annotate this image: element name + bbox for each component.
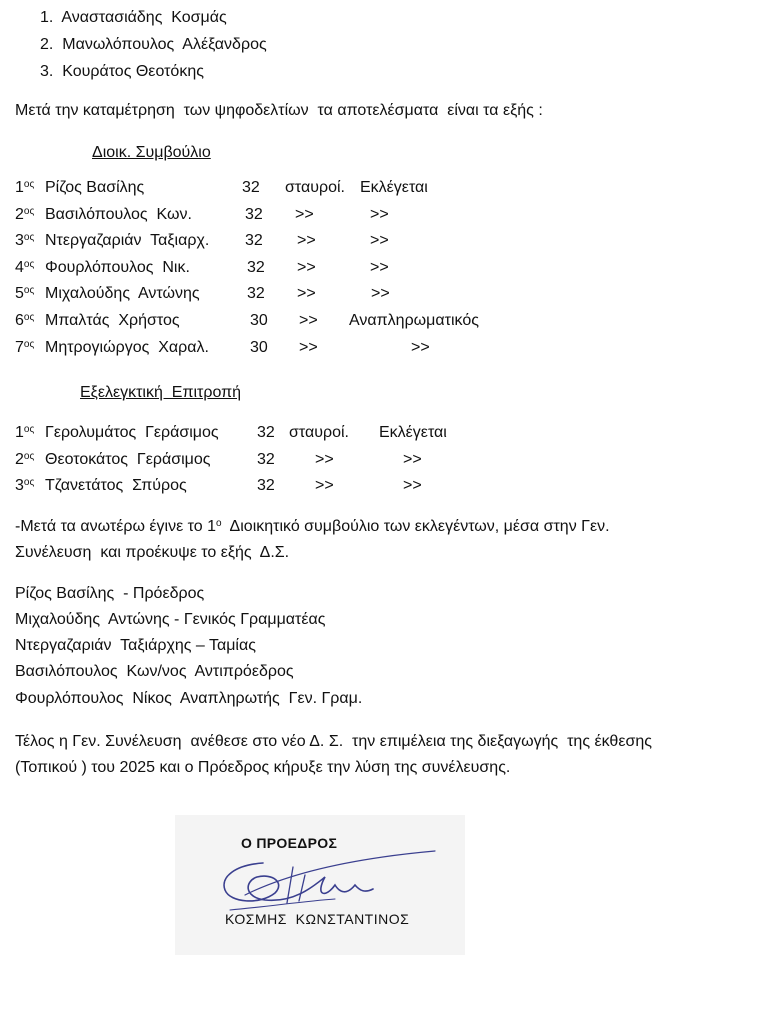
votes: 32 [257,424,275,441]
candidate-name: Ντεργαζαριάν Ταξιαρχ. [45,232,210,250]
result: >> [370,258,389,276]
meeting-paragraph-line2: Συνέλευση και προέκυψε το εξής Δ.Σ. [15,544,290,561]
votes: 32 [245,232,263,250]
candidate-name: Κουράτος Θεοτόκης [62,63,204,80]
result: Εκλέγεται [379,424,447,441]
candidate-name: Ρίζος Βασίλης [45,179,145,196]
votes-unit: >> [315,450,334,468]
list-number: 1. [40,9,54,26]
list-item [40,35,267,55]
meeting-paragraph-line1: -Μετά τα ανωτέρω έγινε το $1^o$ Διοικητικό συμβούλιο των εκλεγέντων, μέσα στην Γεν. [15,518,610,535]
rank: $1^{o\varsigma}$ [15,179,35,196]
candidate-name: Μητρογιώργος Χαραλ. [45,338,209,356]
closing-paragraph-line1: Τέλος η Γεν. Συνέλευση ανέθεσε στο νέο Δ. Σ. την επιμέλεια της διεξαγωγής της έκθεσης [15,733,652,750]
votes: 32 [242,179,260,196]
signature-title: Ο ΠΡΟΕΔΡΟΣ [241,835,338,851]
role-line: Φουρλόπουλος Νίκος Αναπληρωτής Γεν. Γραμ. [15,690,363,707]
votes-unit: >> [315,477,334,495]
result: >> [370,232,389,250]
votes: 32 [257,450,275,468]
role-line: Μιχαλούδης Αντώνης - Γενικός Γραμματέας [15,611,326,628]
intro-paragraph: Μετά την καταμέτρηση των ψηφοδελτίων τα αποτελέσματα είναι τα εξής : [15,102,543,119]
result: Εκλέγεται [360,179,428,196]
candidate-name: Θεοτοκάτος Γεράσιμος [45,450,211,468]
candidate-name: Βασιλόπουλος Κων. [45,205,192,223]
signature-block [175,815,465,955]
rank: $6^{o\varsigma}$ [15,312,35,329]
role-line: Βασιλόπουλος Κων/νος Αντιπρόεδρος [15,663,294,680]
votes-unit: >> [297,258,316,276]
votes: 32 [257,477,275,495]
handwritten-signature [175,815,465,955]
rank: $3^{o\varsigma}$ [15,477,35,495]
result: >> [370,205,389,223]
rank: $2^{o\varsigma}$ [15,205,35,223]
candidate-name: Μανωλόπουλος Αλέξανδρος [62,36,267,53]
audit-heading: Εξελεγκτική Επιτροπή [80,384,242,401]
rank: $3^{o\varsigma}$ [15,232,35,250]
role-line: Ντεργαζαριάν Ταξιάρχης – Ταμίας [15,637,256,654]
votes-unit: >> [297,285,316,303]
votes: 32 [247,258,265,276]
signature-name: ΚΟΣΜΗΣ ΚΩΝΣΤΑΝΤΙΝΟΣ [225,911,410,927]
candidate-name: Φουρλόπουλος Νικ. [45,258,190,276]
votes-unit: >> [299,338,318,356]
rank: $7^{o\varsigma}$ [15,338,35,356]
list-number: 2. [40,36,54,53]
rank: $4^{o\varsigma}$ [15,258,35,276]
votes-unit: >> [295,205,314,223]
role-line: Ρίζος Βασίλης - Πρόεδρος [15,585,205,602]
candidate-name: Μπαλτάς Χρήστος [45,312,180,329]
votes-unit: σταυροί. [289,424,349,441]
votes-unit: >> [297,232,316,250]
votes: 32 [245,205,263,223]
votes-unit: σταυροί. [285,179,345,196]
result: Αναπληρωματικός [349,312,479,329]
rank: $2^{o\varsigma}$ [15,450,35,468]
votes: 30 [250,312,268,329]
votes: 30 [250,338,268,356]
board-heading: Διοικ. Συμβούλιο [92,144,211,161]
result: >> [371,285,390,303]
candidate-name: Τζανετάτος Σπύρος [45,477,187,495]
rank: $1^{o\varsigma}$ [15,424,35,441]
rank: $5^{o\varsigma}$ [15,285,35,303]
candidate-name: Μιχαλούδης Αντώνης [45,285,200,303]
votes: 32 [247,285,265,303]
list-number: 3. [40,63,54,80]
closing-paragraph-line2: (Τοπικού ) του 2025 και ο Πρόεδρος κήρυξε την λύση της συνέλευσης. [15,759,511,776]
candidate-name: Αναστασιάδης Κοσμάς [61,9,227,26]
votes-unit: >> [299,312,318,329]
result: >> [403,450,422,468]
candidate-name: Γερολυμάτος Γεράσιμος [45,424,219,441]
list-item [40,62,204,82]
result: >> [411,338,430,356]
list-item [40,8,227,28]
result: >> [403,477,422,495]
